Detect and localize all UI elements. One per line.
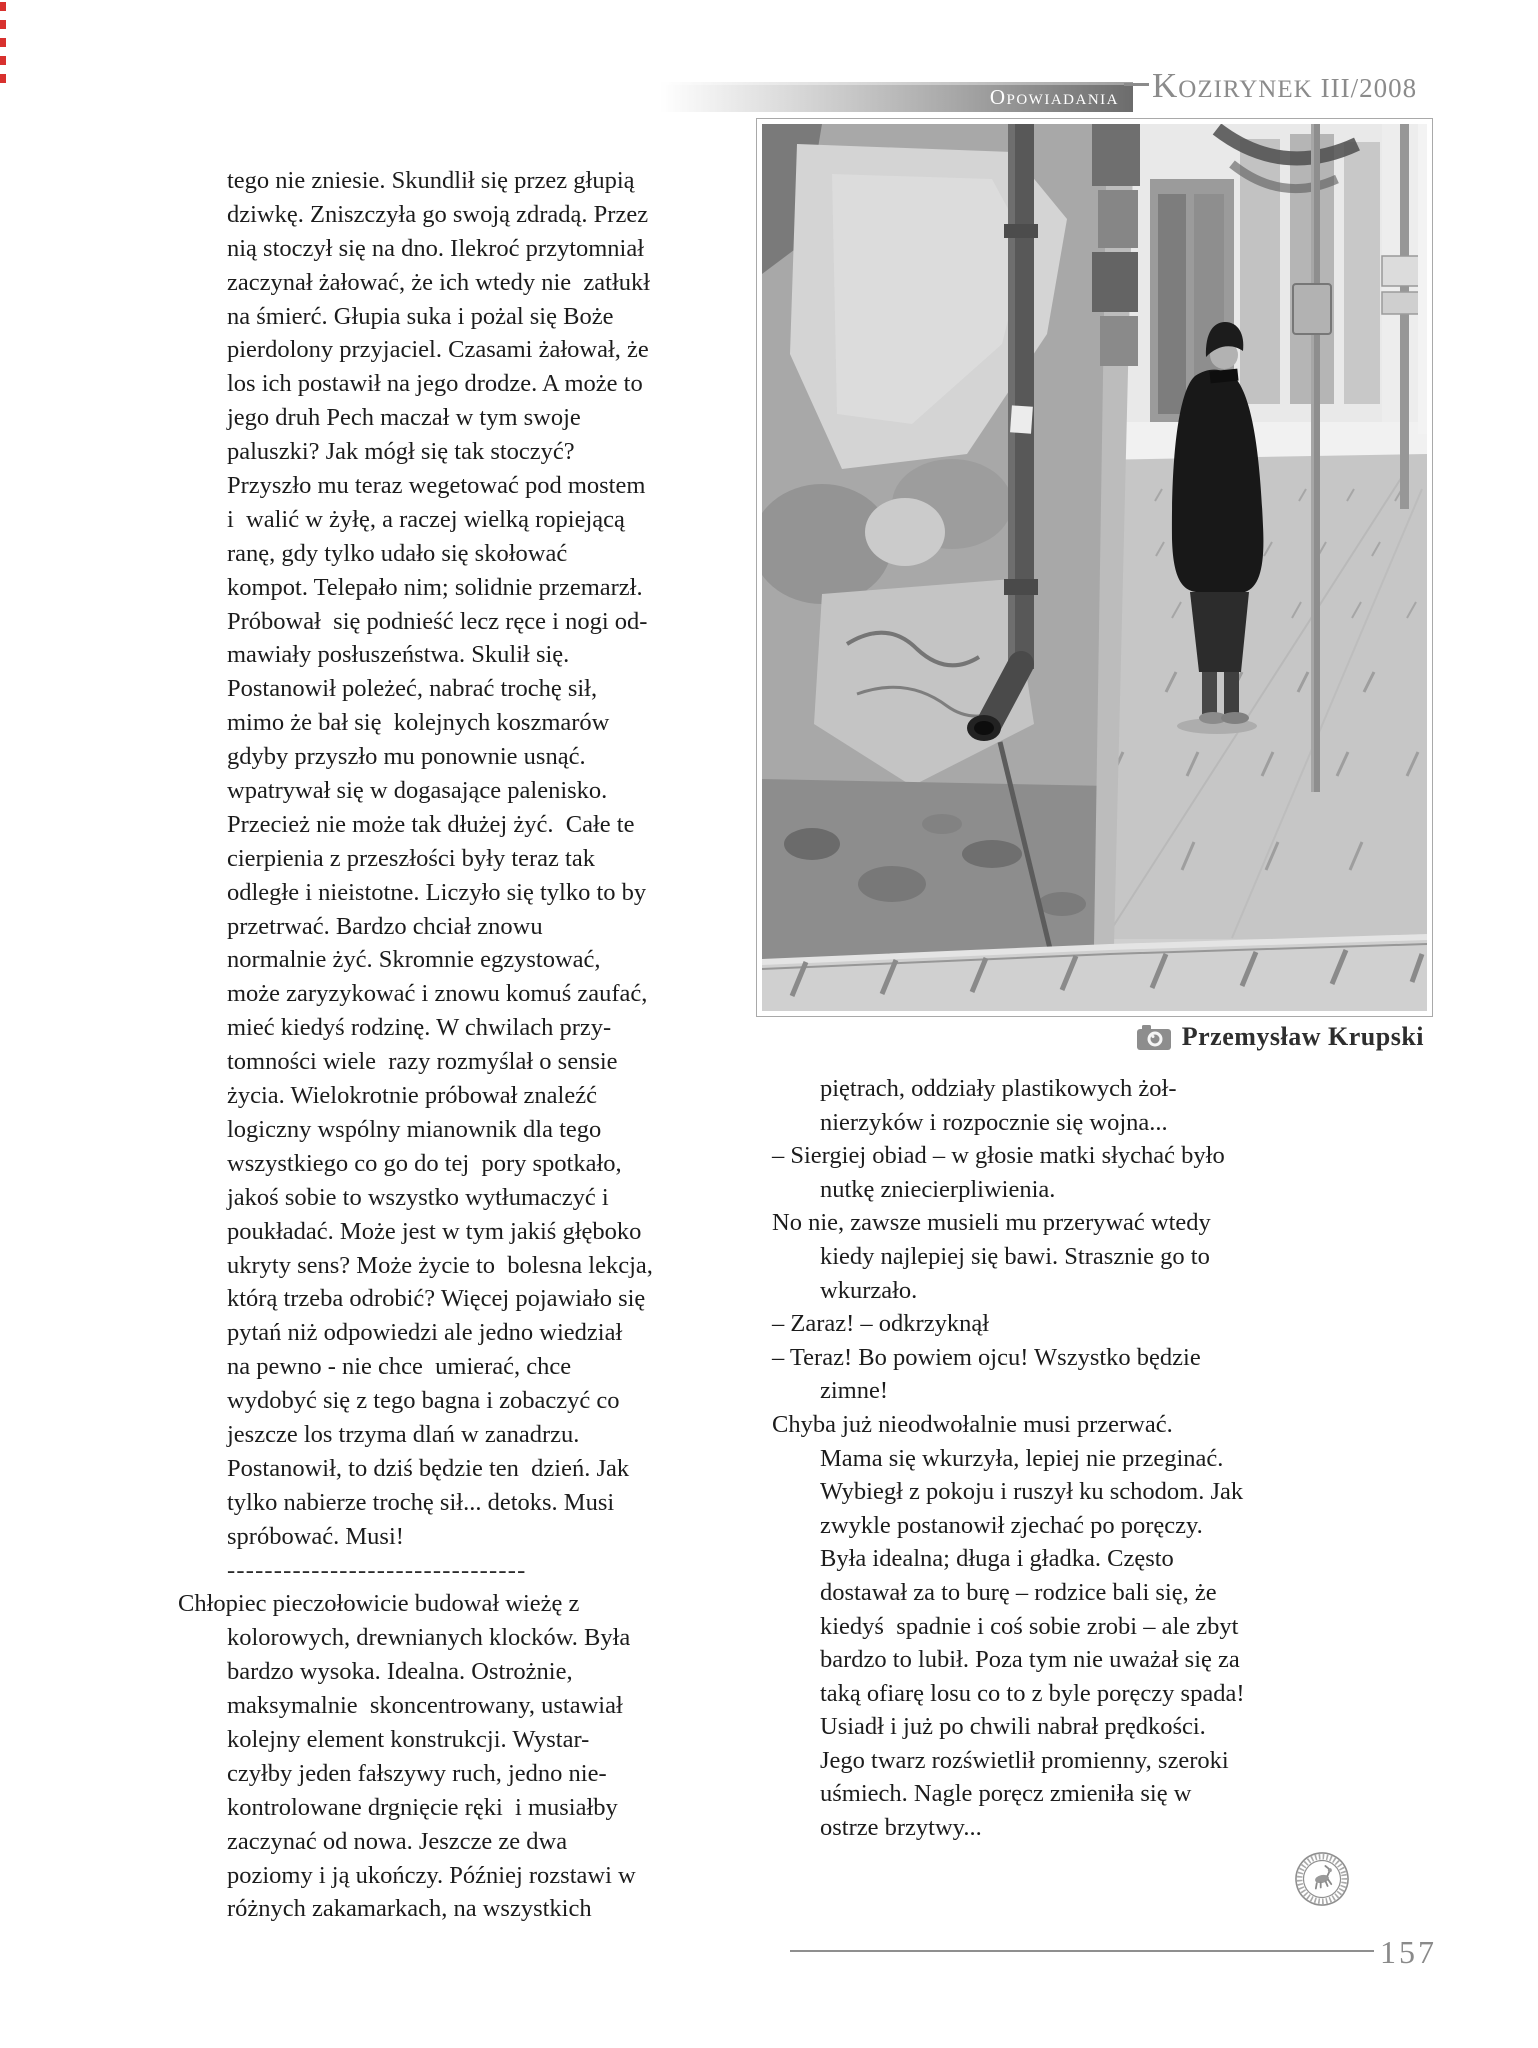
road-band bbox=[1092, 422, 1427, 460]
text-line: uśmiech. Nagle poręcz zmieniła się w bbox=[820, 1780, 1192, 1808]
text-line: Przecież nie może tak dłużej żyć. Całe te bbox=[227, 810, 635, 838]
text-line: którą trzeba odrobić? Więcej pojawiało się bbox=[227, 1285, 646, 1313]
text-line: mawiały posłuszeństwa. Skulił się. bbox=[227, 641, 570, 669]
text-line: zaczynać od nowa. Jeszcze ze dwa bbox=[227, 1827, 568, 1855]
photo-frame bbox=[756, 118, 1433, 1017]
text-line: jeszcze los trzyma dlań w zanadrzu. bbox=[227, 1420, 580, 1448]
text-line: nutkę zniecierpliwienia. bbox=[820, 1175, 1056, 1203]
story-column-right bbox=[772, 1072, 1412, 1845]
text-line: zaczynał żałować, że ich wtedy nie zatłukł bbox=[227, 268, 651, 296]
text-line: Jego twarz rozświetlił promienny, szeroki bbox=[820, 1746, 1229, 1774]
text-line: poziomy i ją ukończy. Później rozstawi w bbox=[227, 1861, 636, 1889]
text-line: kontrolowane drgnięcie ręki i musiałby bbox=[227, 1793, 618, 1821]
text-line: No nie, zawsze musieli mu przerywać wtedy bbox=[772, 1209, 1211, 1237]
text-line: Wybiegł z pokoju i ruszył ku schodom. Jak bbox=[820, 1478, 1244, 1506]
text-line: ranę, gdy tylko udało się skołować bbox=[227, 539, 568, 567]
text-line: taką ofiarę losu co to z byle poręczy spada! bbox=[820, 1679, 1245, 1707]
text-line: – Zaraz! – odkrzyknął bbox=[772, 1310, 989, 1338]
text-line: jego druh Pech maczał w tym swoje bbox=[227, 404, 581, 432]
goat-figure bbox=[1312, 1865, 1335, 1889]
text-line: zimne! bbox=[820, 1377, 889, 1405]
text-line: Próbował się podnieść lecz ręce i nogi od- bbox=[227, 607, 648, 635]
text-line: maksymalnie skoncentrowany, ustawiał bbox=[227, 1692, 623, 1720]
wall-base bbox=[762, 779, 1110, 960]
text-line: bardzo to lubił. Poza tym nie uważał się za bbox=[820, 1646, 1240, 1674]
page-number: 157 bbox=[1380, 1934, 1437, 1970]
text-line: i walić w żyłę, a raczej wielką ropiejącą bbox=[227, 505, 625, 533]
text-line: życia. Wielokrotnie próbował znaleźć bbox=[227, 1082, 597, 1110]
magazine-title bbox=[1152, 66, 1417, 106]
text-line: zwykle postanowił zjechać po poręczy. bbox=[820, 1511, 1203, 1539]
text-line: – Siergiej obiad – w głosie matki słychać było bbox=[772, 1142, 1225, 1170]
goat-seal-stamp bbox=[1289, 1846, 1355, 1912]
text-line: gdyby przyszło mu ponownie usnąć. bbox=[227, 743, 586, 771]
text-line: nią stoczył się na dno. Ilekroć przytomniał bbox=[227, 234, 645, 262]
text-line: – Teraz! Bo powiem ojcu! Wszystko będzie bbox=[772, 1343, 1201, 1371]
text-line: tego nie zniesie. Skundlił się przez głupią bbox=[227, 167, 635, 194]
text-line: los ich postawił na jego drodze. A może to bbox=[227, 370, 643, 398]
text-line: Postanowił, to dziś będzie ten dzień. Jak bbox=[227, 1454, 630, 1482]
text-line: -------------------------------- bbox=[227, 1556, 527, 1584]
magazine-issue: III/2008 bbox=[1320, 73, 1418, 103]
text-line: Chłopiec pieczołowicie budował wieżę z bbox=[178, 1590, 580, 1618]
text-line: Usiadł i już po chwili nabrał prędkości. bbox=[820, 1713, 1206, 1741]
text-line: Postanowił poleżeć, nabrać trochę sił, bbox=[227, 675, 598, 703]
text-line: normalnie żyć. Skromnie egzystować, bbox=[227, 946, 601, 974]
text-line: mimo że bał się kolejnych koszmarów bbox=[227, 709, 610, 737]
text-line: ostrze brzytwy... bbox=[820, 1814, 982, 1842]
text-line: logiczny wspólny mianownik dla tego bbox=[227, 1115, 602, 1143]
text-line: wszystkiego co go do tej pory spotkało, bbox=[227, 1149, 622, 1177]
text-line: cierpienia z przeszłości były teraz tak bbox=[227, 844, 595, 872]
text-line: czyłby jeden fałszywy ruch, jedno nie- bbox=[227, 1759, 607, 1787]
text-line: na śmierć. Głupia suka i pożal się Boże bbox=[227, 302, 614, 330]
text-line: kiedy najlepiej się bawi. Strasznie go to bbox=[820, 1242, 1210, 1270]
print-crop-marks bbox=[0, 2, 6, 90]
text-line: piętrach, oddziały plastikowych żoł- bbox=[820, 1075, 1177, 1102]
footer-rule bbox=[790, 1950, 1374, 1952]
text-line: Mama się wkurzyła, lepiej nie przeginać. bbox=[820, 1444, 1224, 1472]
text-line: mieć kiedyś rodzinę. W chwilach przy- bbox=[227, 1014, 612, 1042]
text-line: poukładać. Może jest w tym jakiś głęboko bbox=[227, 1217, 642, 1245]
text-line: pytań niż odpowiedzi ale jedno wiedział bbox=[227, 1319, 623, 1347]
text-line: Przyszło mu teraz wegetować pod mostem bbox=[227, 472, 646, 500]
text-line: kolorowych, drewnianych klocków. Była bbox=[227, 1624, 631, 1652]
text-line: wydobyć się z tego bagna i zobaczyć co bbox=[227, 1387, 620, 1415]
text-line: ukryty sens? Może życie to bolesna lekcja, bbox=[227, 1251, 653, 1279]
photo-credit bbox=[1137, 1022, 1424, 1052]
text-line: nierzyków i rozpocznie się wojna... bbox=[820, 1108, 1168, 1136]
photo-credit-name: Przemysław Krupski bbox=[1181, 1022, 1424, 1051]
text-line: tylko nabierze trochę sił... detoks. Musi bbox=[227, 1488, 615, 1516]
text-line: odległe i nieistotne. Liczyło się tylko to by bbox=[227, 878, 647, 906]
text-line: jakoś sobie to wszystko wytłumaczyć i bbox=[227, 1183, 609, 1211]
camera-icon bbox=[1137, 1024, 1171, 1050]
text-line: tomności wiele razy rozmyślał o sensie bbox=[227, 1048, 618, 1076]
text-line: może zaryzykować i znowu komuś zaufać, bbox=[227, 980, 648, 1008]
text-line: kompot. Telepało nim; solidnie przemarzł. bbox=[227, 573, 643, 601]
text-line: kiedyś spadnie i coś sobie zrobi – ale zbyt bbox=[820, 1612, 1239, 1640]
text-line: bardzo wysoka. Idealna. Ostrożnie, bbox=[227, 1658, 573, 1686]
text-line: Chyba już nieodwołalnie musi przerwać. bbox=[772, 1410, 1173, 1438]
text-line: wkurzało. bbox=[820, 1276, 918, 1304]
text-line: paluszki? Jak mógł się tak stoczyć? bbox=[227, 438, 575, 466]
section-header-bar bbox=[660, 82, 1133, 112]
text-line: różnych zakamarkach, na wszystkich bbox=[227, 1895, 592, 1923]
section-label: Opowiadania bbox=[989, 84, 1119, 109]
text-line: pierdolony przyjaciel. Czasami żałował, że bbox=[227, 336, 649, 364]
text-line: Była idealna; długa i gładka. Często bbox=[820, 1545, 1174, 1573]
text-line: wpatrywał się w dogasające palenisko. bbox=[227, 777, 608, 805]
text-line: kolejny element konstrukcji. Wystar- bbox=[227, 1725, 590, 1753]
story-column-left bbox=[178, 164, 758, 1926]
street-photo bbox=[762, 124, 1427, 1011]
text-line: dziwkę. Zniszczyła go swoją zdradą. Przez bbox=[227, 200, 649, 228]
text-line: na pewno - nie chce umierać, chce bbox=[227, 1353, 572, 1381]
text-line: przetrwać. Bardzo chciał znowu bbox=[227, 912, 543, 940]
text-line: dostawał za to burę – rodzice bali się, że bbox=[820, 1578, 1217, 1606]
text-line: spróbować. Musi! bbox=[227, 1522, 404, 1550]
magazine-name: Kozirynek bbox=[1152, 66, 1313, 105]
header-dash bbox=[1124, 83, 1149, 86]
